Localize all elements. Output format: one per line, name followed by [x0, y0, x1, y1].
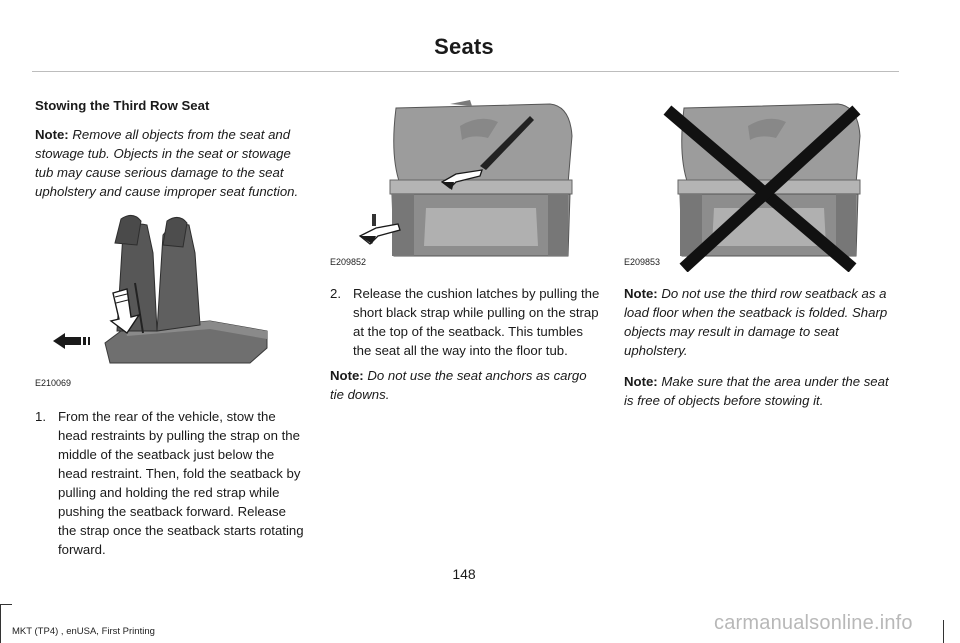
- step-text: From the rear of the vehicle, stow the head restraints by pulling the strap on the middle of the seatback just below the head restraint. Then, fold the seatback by pulling and holding the red strap while pushing the seatback forward. Release the strap once the seatback starts rotating forward.: [58, 409, 304, 557]
- publication-info: MKT (TP4) , enUSA, First Printing: [12, 626, 155, 637]
- cushion-illustration: [330, 96, 600, 272]
- watermark: carmanualsonline.info: [714, 612, 913, 634]
- note-paragraph: [330, 366, 600, 404]
- note-text: Do not use the third row seatback as a load floor when the seatback is folded. Sharp objects may result in damage to seat upholstery.: [624, 286, 888, 358]
- crop-mark: [943, 620, 944, 643]
- step-number: 2.: [330, 286, 341, 301]
- note-paragraph: [624, 372, 896, 410]
- figure-code: E209852: [330, 257, 367, 267]
- note-label: Note:: [624, 286, 658, 301]
- note-label: Note:: [35, 127, 69, 142]
- figure-do-not-load: [624, 96, 896, 272]
- note-label: Note:: [330, 368, 364, 383]
- column-left: [35, 96, 305, 559]
- page-title: Seats: [434, 34, 494, 59]
- figure-code: E209853: [624, 257, 661, 267]
- folded-seat-illustration: [624, 96, 896, 272]
- seat-illustration: [35, 213, 305, 393]
- title-divider: [32, 71, 899, 72]
- crop-mark: [0, 604, 1, 643]
- column-middle: [330, 96, 600, 416]
- note-text: Do not use the seat anchors as cargo tie downs.: [330, 368, 587, 402]
- step-number: 1.: [35, 409, 46, 424]
- note-label: Note:: [624, 374, 658, 389]
- figure-code: E210069: [35, 378, 72, 388]
- step-item: [35, 407, 305, 559]
- note-text: Remove all objects from the seat and stowage tub. Objects in the seat or stowage tub may cause serious damage to the seat upholstery and cause improper seat function.: [35, 127, 299, 199]
- step-text: Release the cushion latches by pulling the short black strap while pulling on the strap at the top of the seatback. This tumbles the seat all the way into the floor tub.: [353, 286, 600, 358]
- section-heading: Stowing the Third Row Seat: [35, 98, 210, 113]
- figure-cushion-latches: [330, 96, 600, 272]
- page-number: 148: [452, 566, 476, 582]
- note-paragraph: [35, 125, 305, 201]
- figure-third-row-seat: [35, 213, 305, 393]
- step-item: [330, 284, 600, 360]
- crop-mark: [0, 604, 12, 605]
- note-paragraph: [624, 284, 896, 360]
- column-right: [624, 96, 896, 422]
- note-text: Make sure that the area under the seat is free of objects before stowing it.: [624, 374, 889, 408]
